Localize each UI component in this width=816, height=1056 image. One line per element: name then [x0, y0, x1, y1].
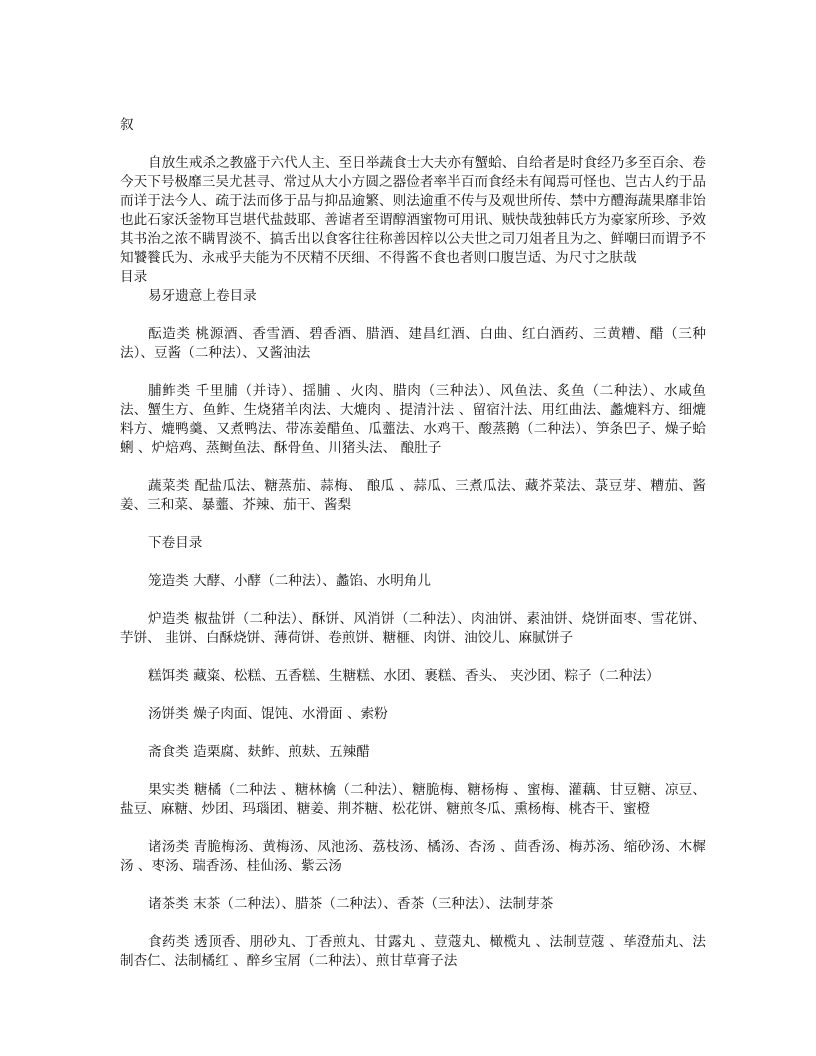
spacer — [120, 591, 706, 610]
document-page — [120, 116, 706, 971]
section-category: 诸汤类 — [148, 839, 190, 855]
section-category: 脯鲊类 — [148, 383, 191, 399]
section-items: 糖橘（二种法 、糖林檎（二种法）、糖脆梅、糖杨梅 、蜜梅、灌藕、甘豆糖、凉豆、盐豆、麻糖、炒团、玛瑙团、糖姜、荆芥糖、松花饼、糖煎冬瓜、熏杨梅、桃杏干、蜜橙 — [120, 782, 706, 817]
toc-section — [120, 895, 706, 914]
section-category: 糕饵类 — [148, 668, 189, 684]
spacer — [120, 458, 706, 477]
section-category: 果实类 — [148, 782, 190, 798]
section-category: 笼造类 — [148, 573, 189, 589]
section-category: 炉造类 — [148, 611, 190, 627]
spacer — [120, 553, 706, 572]
section-category: 蔬菜类 — [148, 478, 190, 494]
toc-section — [120, 743, 706, 762]
spacer — [120, 648, 706, 667]
section-items: 末茶（二种法）、腊茶（二种法）、香茶（三种法）、法制芽茶 — [193, 896, 554, 912]
toc-section — [120, 610, 706, 648]
volume2-title: 下卷目录 — [148, 535, 203, 551]
toc-section — [120, 477, 706, 515]
spacer — [120, 515, 706, 534]
spacer — [120, 724, 706, 743]
section-items: 配盐瓜法、糖蒸茄、蒜梅、 酿瓜 、蒜瓜、三煮瓜法、藏芥菜法、菉豆芽、糟茄、酱姜、三和菜、暴虀、芥辣、茄干、酱梨 — [120, 478, 707, 513]
section-category: 汤饼类 — [148, 706, 189, 722]
section-items: 透顶香、朋砂丸、丁香煎丸、甘露丸 、荳蔻丸、橄榄丸 、法制荳蔻 、荜澄茄丸、法制杏仁、法制橘红 、醉乡宝屑（二种法）、煎甘草膏子法 — [120, 934, 707, 969]
section-items: 千里脯（并诗）、揺脯 、火肉、腊肉（三种法）、风鱼法、炙鱼（二种法）、水咸鱼法、蟹生方、鱼鲊、生烧猪羊肉法、大熝肉 、提清汁法 、留宿汁法、用红曲法、蠡熝料方、细熝料方、熝鸭羹、又煮鸭法、带冻姜醋鱼、瓜虀法、水鸡干、酸蒸鹅（二种法）、笋条巴子、燥子蛤蜊 、炉焙鸡、蒸鲥鱼法、酥骨鱼、川猪头法、 酿肚子 — [120, 383, 707, 456]
spacer — [120, 914, 706, 933]
toc-section — [120, 667, 706, 686]
section-category: 诸茶类 — [148, 896, 189, 912]
section-category: 食药类 — [148, 934, 190, 950]
toc-section — [120, 838, 706, 876]
toc-section — [120, 933, 706, 971]
spacer — [120, 762, 706, 781]
section-items: 燥子肉面、馄饨、水滑面 、索粉 — [193, 706, 388, 722]
spacer — [120, 306, 706, 325]
section-items: 椒盐饼（二种法）、酥饼、风消饼（二种法）、肉油饼、素油饼、烧饼面枣、雪花饼、芋饼、 韭饼、白酥烧饼、薄荷饼、卷煎饼、糖榧、肉饼、油饺儿、麻腻饼子 — [120, 611, 707, 646]
toc-title: 目录 — [120, 269, 148, 285]
toc-section — [120, 572, 706, 591]
spacer — [120, 876, 706, 895]
section-items: 桃源酒、香雪酒、碧香酒、腊酒、建昌红酒、白曲、红白酒药、三黄糟、醋（三种法）、豆酱（二种法）、又酱油法 — [120, 326, 707, 361]
section-items: 大酵、小酵（二种法）、蠡馅、水明角儿 — [193, 573, 431, 589]
section-items: 青脆梅汤、黄梅汤、凤池汤、荔枝汤、橘汤、杏汤 、茴香汤、梅苏汤、缩砂汤、木樨汤 、枣汤、瑞香汤、桂仙汤、紫云汤 — [120, 839, 707, 874]
preface-title: 叙 — [120, 117, 134, 133]
spacer — [120, 819, 706, 838]
section-category: 酝造类 — [148, 326, 191, 342]
section-items: 造栗腐、麸鲊、煎麸、五辣醋 — [193, 744, 370, 760]
preface-body: 自放生戒杀之教盛于六代人主、至日举蔬食士大夫亦有蟹蛤、自给者是时食经乃多至百余、卷今天下号极靡三吴尤甚寻、常过从大小方圆之器俭者率半百而食经未有闻焉可怪也、岂古人约于品而详于法今人、疏于法而侈于品与抑品逾繁、则法逾重不传与及观世所传、禁中方醴海蔬果靡非饴也此石家沃釜物耳岂堪代盐鼓耶、善谑者至谓醇酒蜜物可用讯、贼快哉独韩氏方为豪家所珍、予效其书治之浓不瞒胃淡不、搞舌出以食客往往称善因梓以公夫世之司刀俎者且为之、鲜嘲曰而谓予不知饕餮氏为、永戒乎夫能为不厌精不厌细、不得酱不食也者则口腹岂适、为尺寸之肤哉 — [120, 155, 706, 266]
section-items: 藏粢、松糕、五香糕、生糖糕、水团、裹糕、香头、 夹沙团、粽子（二种法） — [193, 668, 660, 684]
section-category: 斋食类 — [148, 744, 189, 760]
toc-section — [120, 325, 706, 363]
volume1-title: 易牙遗意上卷目录 — [148, 288, 257, 304]
spacer — [120, 363, 706, 382]
toc-section — [120, 781, 706, 819]
toc-section — [120, 382, 706, 458]
spacer — [120, 135, 706, 154]
toc-section — [120, 705, 706, 724]
spacer — [120, 686, 706, 705]
